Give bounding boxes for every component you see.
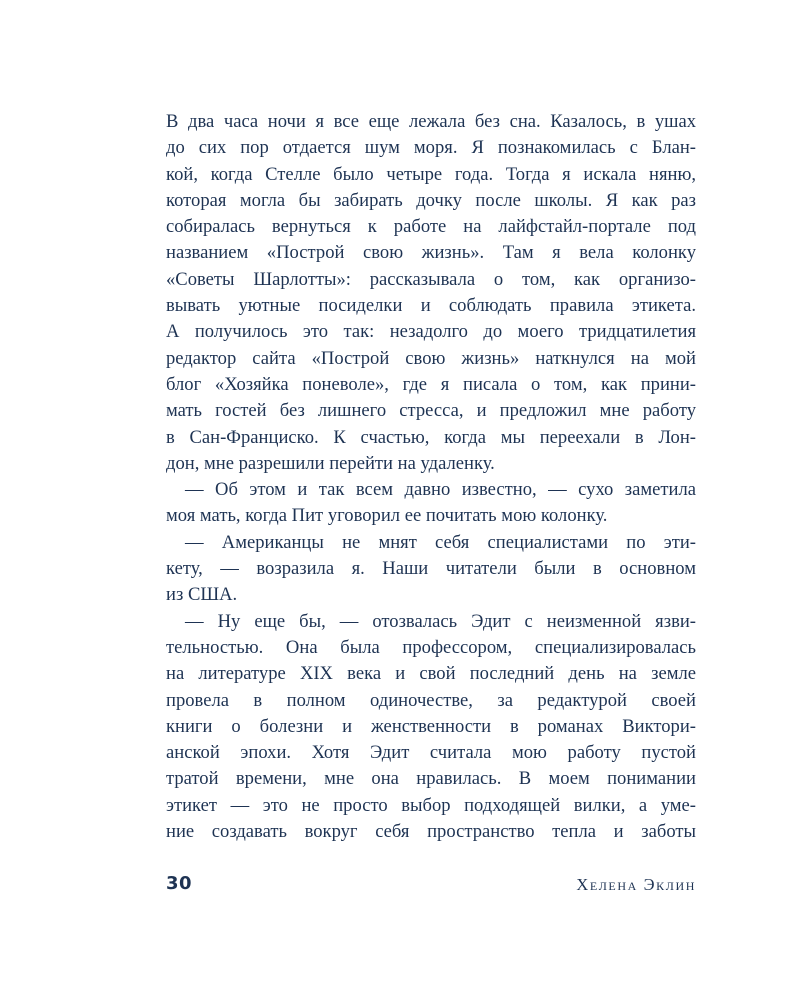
text-line: собиралась вернуться к работе на лайфстайл-портале под — [166, 216, 696, 238]
text-line: на литературе XIX века и свой последний день на земле — [166, 663, 696, 685]
text-line: в Сан-Франциско. К счастью, когда мы переехали в Лон- — [166, 426, 696, 448]
text-line: этикет — это не просто выбор подходящей вилки, а уме- — [166, 794, 696, 816]
text-line: кету, — возразила я. Наши читатели были в основном — [166, 558, 696, 580]
page-footer — [166, 873, 696, 899]
text-line: — Об этом и так всем давно известно, — сухо заметила — [185, 479, 696, 501]
text-line: из США. — [166, 584, 238, 606]
text-line: В два часа ночи я все еще лежала без сна. Казалось, в ушах — [166, 111, 696, 132]
text-line: тратой времени, мне она нравилась. В моем понимании — [166, 768, 696, 790]
body-text — [166, 109, 696, 845]
text-line: моя мать, когда Пит уговорил ее почитать мою колонку. — [166, 505, 608, 527]
text-line: — Американцы не мнят себя специалистами по эти- — [185, 531, 696, 553]
text-line: А получилось это так: незадолго до моего тридцатилетия — [166, 321, 696, 343]
page-number: 30 — [166, 873, 193, 894]
text-line: ние создавать вокруг себя пространство тепла и заботы — [166, 821, 696, 843]
text-line: тельностью. Она была профессором, специализировалась — [166, 636, 696, 658]
text-line: до сих пор отдается шум моря. Я познакомилась с Блан- — [166, 137, 696, 159]
text-line: названием «Построй свою жизнь». Там я вела колонку — [166, 242, 696, 264]
text-line: мать гостей без лишнего стресса, и предложил мне работу — [166, 400, 696, 422]
text-line: «Советы Шарлотты»: рассказывала о том, как организо- — [166, 268, 696, 290]
running-footer-author: Хелена Эклин — [576, 875, 696, 894]
text-line: дон, мне разрешили перейти на удаленку. — [166, 452, 495, 474]
text-line: книги о болезни и женственности в романах Виктори- — [166, 715, 696, 737]
text-line: — Ну еще бы, — отозвалась Эдит с неизменной язви- — [185, 610, 696, 632]
text-line: кой, когда Стелле было четыре года. Тогда я искала няню, — [166, 163, 696, 185]
text-line: провела в полном одиночестве, за редактурой своей — [166, 689, 696, 711]
text-line: редактор сайта «Построй свою жизнь» наткнулся на мой — [166, 347, 696, 369]
text-line: вывать уютные посиделки и соблюдать правила этикета. — [166, 295, 696, 317]
text-line: блог «Хозяйка поневоле», где я писала о том, как прини- — [166, 373, 696, 395]
text-line: которая могла бы забирать дочку после школы. Я как раз — [166, 189, 696, 211]
text-line: анской эпохи. Хотя Эдит считала мою работу пустой — [166, 742, 696, 764]
